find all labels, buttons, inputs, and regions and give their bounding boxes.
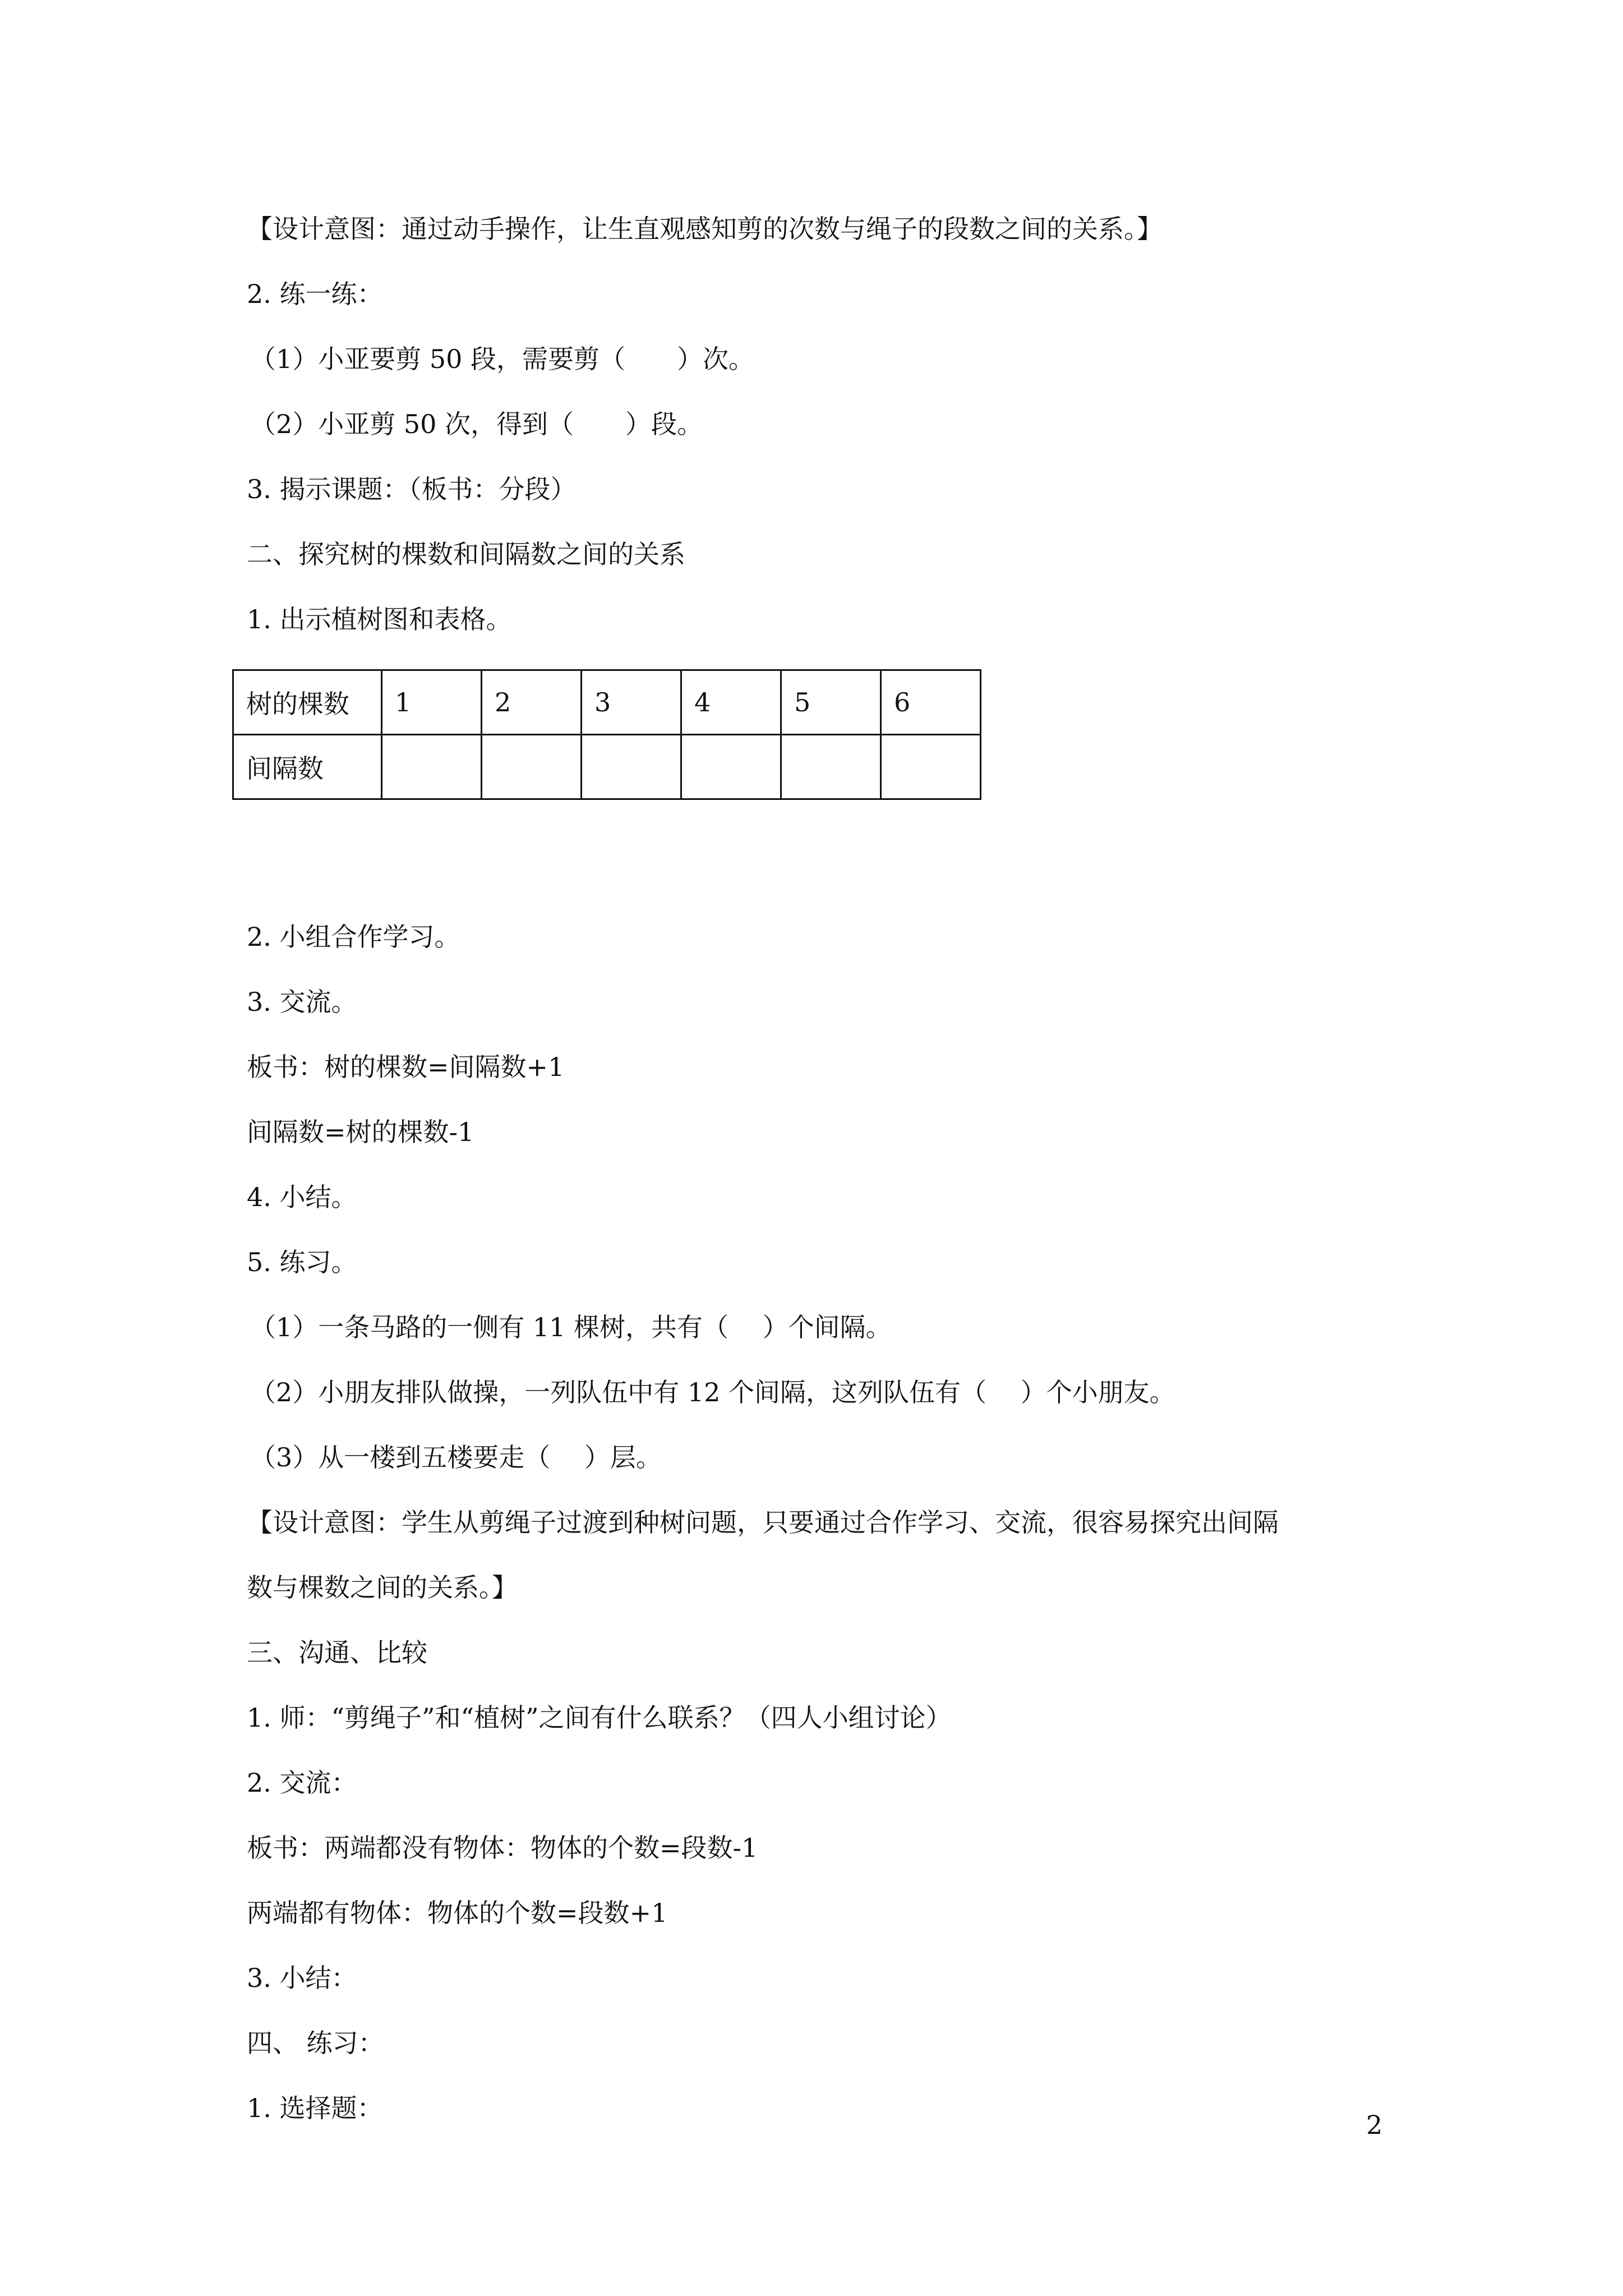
table-header-interval-count: 间隔数 [233, 735, 382, 799]
table-cell-empty [681, 735, 781, 799]
teacher-question: 1. 师：“剪绳子”和“植树”之间有什么联系？（四人小组讨论） [247, 1703, 952, 1733]
table-row-interval-count [233, 735, 981, 799]
table-cell: 6 [881, 670, 981, 735]
exchange-step: 3. 交流。 [247, 987, 357, 1017]
board-formula-1: 板书：树的棵数=间隔数+1 [247, 1052, 565, 1082]
table-cell-empty [382, 735, 482, 799]
design-intent-2-line-1: 【设计意图：学生从剪绳子过渡到种树问题，只要通过合作学习、交流，很容易探究出间隔 [247, 1507, 1279, 1538]
topic-reveal: 3. 揭示课题：（板书：分段） [247, 474, 577, 504]
tree-interval-table [232, 669, 981, 800]
table-cell-empty [482, 735, 582, 799]
table-cell: 5 [781, 670, 881, 735]
table-cell: 3 [582, 670, 681, 735]
table-row-tree-count [233, 670, 981, 735]
table-cell-empty [781, 735, 881, 799]
section-three-heading: 三、沟通、比较 [247, 1637, 427, 1668]
table-cell-empty [582, 735, 681, 799]
section-two-heading: 二、探究树的棵数和间隔数之间的关系 [247, 539, 685, 569]
table-cell: 2 [482, 670, 582, 735]
practice-question-1: （1）小亚要剪 50 段，需要剪（ ）次。 [250, 344, 755, 374]
board-formula-3: 板书：两端都没有物体：物体的个数=段数-1 [247, 1833, 758, 1863]
table-cell: 1 [382, 670, 482, 735]
section-four-heading: 四、 练习： [247, 2028, 384, 2058]
group-study: 2. 小组合作学习。 [247, 922, 460, 952]
exercise-question-2: （2）小朋友排队做操，一列队伍中有 12 个间隔，这列队伍有（ ）个小朋友。 [250, 1377, 1175, 1407]
show-table-instruction: 1. 出示植树图和表格。 [247, 604, 512, 634]
exercise-heading: 5. 练习。 [247, 1247, 357, 1277]
exercise-question-3: （3）从一楼到五楼要走（ ）层。 [250, 1442, 662, 1473]
board-formula-2: 间隔数=树的棵数-1 [247, 1117, 474, 1147]
multiple-choice-heading: 1. 选择题： [247, 2093, 383, 2123]
practice-heading: 2. 练一练： [247, 279, 383, 309]
exercise-question-1: （1）一条马路的一侧有 11 棵树，共有（ ）个间隔。 [250, 1312, 892, 1342]
page-number: 2 [1366, 2110, 1383, 2140]
summary-step: 4. 小结。 [247, 1182, 357, 1212]
design-intent-1: 【设计意图：通过动手操作，让生直观感知剪的次数与绳子的段数之间的关系。】 [247, 214, 1163, 244]
table-header-tree-count: 树的棵数 [233, 670, 382, 735]
design-intent-2-line-2: 数与棵数之间的关系。】 [247, 1572, 518, 1603]
exchange-heading: 2. 交流： [247, 1768, 357, 1798]
table-cell: 4 [681, 670, 781, 735]
practice-question-2: （2）小亚剪 50 次，得到（ ）段。 [250, 409, 703, 439]
table-cell-empty [881, 735, 981, 799]
board-formula-4: 两端都有物体：物体的个数=段数+1 [247, 1898, 668, 1928]
summary-heading: 3. 小结： [247, 1963, 357, 1993]
